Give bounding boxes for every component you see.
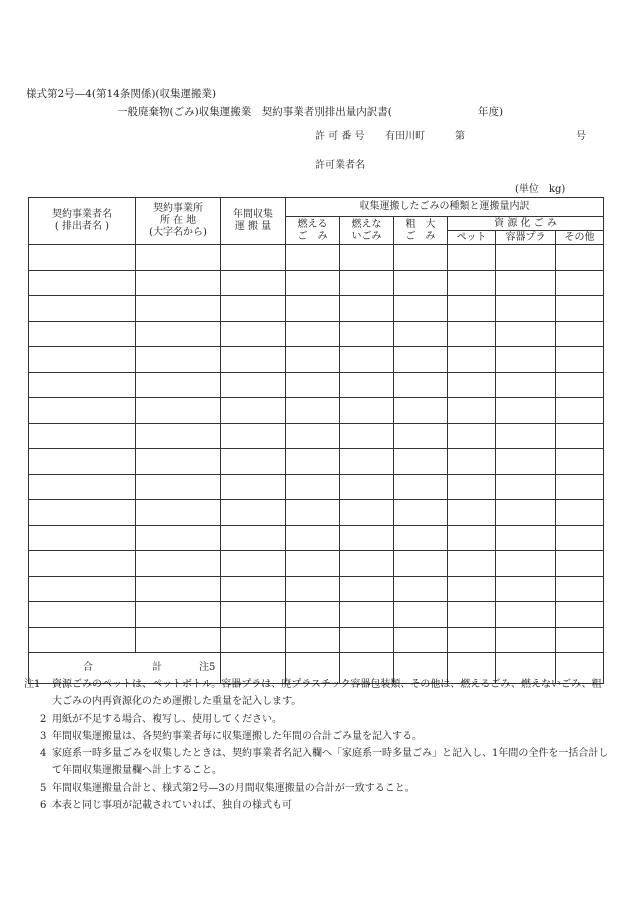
table-cell[interactable] bbox=[221, 296, 286, 322]
table-cell[interactable] bbox=[556, 551, 604, 577]
table-row bbox=[29, 296, 604, 322]
table-cell[interactable] bbox=[496, 423, 556, 449]
permit-number-prefix: 第 bbox=[455, 131, 465, 142]
note-item: 5 年間収集運搬量合計と、様式第2号—3の月間収集運搬量の合計が一致すること。 bbox=[40, 782, 415, 794]
table-row bbox=[29, 245, 604, 271]
table-cell[interactable] bbox=[29, 245, 136, 271]
table-cell[interactable] bbox=[29, 500, 136, 526]
table-cell[interactable] bbox=[286, 602, 340, 628]
table-cell[interactable] bbox=[340, 525, 394, 551]
permittee-name-label: 許可業者名 bbox=[315, 160, 365, 171]
table-cell[interactable] bbox=[29, 347, 136, 373]
table-cell[interactable] bbox=[29, 423, 136, 449]
table-cell[interactable] bbox=[286, 525, 340, 551]
table-cell[interactable] bbox=[136, 347, 221, 373]
note-item: 3 年間収集運搬量は、各契約事業者毎に収集運搬した年間の合計ごみ量を記入する。 bbox=[40, 730, 422, 742]
table-cell[interactable] bbox=[340, 372, 394, 398]
header-bulky: 粗 大 ご み bbox=[394, 217, 448, 245]
town-name: 有田川町 bbox=[385, 131, 425, 142]
table-cell[interactable] bbox=[286, 423, 340, 449]
table-cell[interactable] bbox=[340, 449, 394, 475]
table-cell[interactable] bbox=[340, 398, 394, 424]
permit-number-label: 許 可 番 号 bbox=[315, 131, 365, 142]
form-code: 様式第2号—4(第14条関係)(収集運搬業) bbox=[26, 88, 217, 100]
table-cell[interactable] bbox=[136, 372, 221, 398]
table-cell[interactable] bbox=[394, 423, 448, 449]
table-cell[interactable] bbox=[221, 525, 286, 551]
table-cell[interactable] bbox=[29, 627, 136, 653]
table-row bbox=[29, 270, 604, 296]
table-cell[interactable] bbox=[394, 449, 448, 475]
table-cell[interactable] bbox=[496, 296, 556, 322]
table-cell[interactable] bbox=[448, 245, 496, 271]
form-title: 一般廃棄物(ごみ)収集運搬業 契約事業者別排出量内訳書( bbox=[117, 106, 392, 118]
table-cell[interactable] bbox=[448, 270, 496, 296]
table-cell[interactable] bbox=[394, 602, 448, 628]
table-row bbox=[29, 372, 604, 398]
table-cell[interactable] bbox=[29, 372, 136, 398]
table-cell[interactable] bbox=[556, 474, 604, 500]
table-cell[interactable] bbox=[448, 576, 496, 602]
table-cell[interactable] bbox=[221, 245, 286, 271]
table-cell[interactable] bbox=[496, 525, 556, 551]
table-cell[interactable] bbox=[29, 449, 136, 475]
table-cell[interactable] bbox=[221, 500, 286, 526]
table-row bbox=[29, 398, 604, 424]
table-cell[interactable] bbox=[448, 474, 496, 500]
header-recycle-group: 資 源 化 ご み bbox=[448, 217, 604, 231]
table-cell[interactable] bbox=[286, 474, 340, 500]
table-cell[interactable] bbox=[448, 423, 496, 449]
table-cell[interactable] bbox=[286, 372, 340, 398]
table-cell[interactable] bbox=[136, 602, 221, 628]
table-cell[interactable] bbox=[556, 627, 604, 653]
header-burnable: 燃える ご み bbox=[286, 217, 340, 245]
table-cell[interactable] bbox=[448, 602, 496, 628]
table-cell[interactable] bbox=[221, 347, 286, 373]
table-cell[interactable] bbox=[286, 551, 340, 577]
table-cell[interactable] bbox=[394, 627, 448, 653]
header-location: 契約事業所 所 在 地 (大字名から) bbox=[136, 198, 221, 245]
note-item: 2 用紙が不足する場合、複写し、使用してください。 bbox=[40, 713, 282, 725]
table-cell[interactable] bbox=[136, 398, 221, 424]
table-cell[interactable] bbox=[29, 398, 136, 424]
table-cell[interactable] bbox=[394, 245, 448, 271]
table-cell[interactable] bbox=[556, 321, 604, 347]
table-cell[interactable] bbox=[29, 474, 136, 500]
table-cell[interactable] bbox=[556, 270, 604, 296]
table-cell[interactable] bbox=[136, 423, 221, 449]
table-cell[interactable] bbox=[394, 372, 448, 398]
table-row bbox=[29, 602, 604, 628]
table-cell[interactable] bbox=[221, 627, 286, 653]
header-contractor: 契約事業者名 ( 排出者名 ) bbox=[29, 198, 136, 245]
table-cell[interactable] bbox=[221, 576, 286, 602]
table-cell[interactable] bbox=[556, 602, 604, 628]
header-other: その他 bbox=[556, 231, 604, 245]
table-cell[interactable] bbox=[496, 474, 556, 500]
table-cell[interactable] bbox=[29, 551, 136, 577]
table-cell[interactable] bbox=[556, 423, 604, 449]
table-cell[interactable] bbox=[394, 296, 448, 322]
table-cell[interactable] bbox=[136, 449, 221, 475]
header-pet: ペット bbox=[448, 231, 496, 245]
table-cell[interactable] bbox=[136, 245, 221, 271]
table-cell[interactable] bbox=[394, 576, 448, 602]
table-cell[interactable] bbox=[448, 296, 496, 322]
total-label-a: 合 bbox=[83, 662, 93, 673]
table-cell[interactable] bbox=[394, 347, 448, 373]
table-cell[interactable] bbox=[29, 270, 136, 296]
table-cell[interactable] bbox=[221, 474, 286, 500]
note-item: 注1 資源ごみのペットは、ペットボトル。容器プラは、廃プラスチック容器包装類、その他は、燃えるごみ、燃えないごみ、粗大ごみの内再資源化のため運搬した重量を記入します。 bbox=[24, 679, 602, 708]
table-cell[interactable] bbox=[286, 627, 340, 653]
table-cell[interactable] bbox=[394, 525, 448, 551]
note-item: 6 本表と同じ事項が記載されていれば、独自の様式も可 bbox=[40, 800, 292, 812]
table-cell[interactable] bbox=[448, 321, 496, 347]
table-row bbox=[29, 576, 604, 602]
form-title-year: 年度) bbox=[478, 106, 504, 118]
table-cell[interactable] bbox=[136, 525, 221, 551]
table-cell[interactable] bbox=[496, 500, 556, 526]
header-group-title: 収集運搬したごみの種類と運搬量内訳 bbox=[286, 198, 604, 217]
table-cell[interactable] bbox=[286, 500, 340, 526]
table-cell[interactable] bbox=[448, 627, 496, 653]
table-cell[interactable] bbox=[286, 449, 340, 475]
table-cell[interactable] bbox=[286, 245, 340, 271]
table-cell[interactable] bbox=[496, 347, 556, 373]
table-cell[interactable] bbox=[340, 500, 394, 526]
table-cell[interactable] bbox=[556, 296, 604, 322]
table-cell[interactable] bbox=[394, 551, 448, 577]
table-cell[interactable] bbox=[221, 372, 286, 398]
table-body bbox=[29, 245, 604, 653]
unit-label: (単位 kg) bbox=[515, 184, 566, 195]
table-cell[interactable] bbox=[496, 245, 556, 271]
table-cell[interactable] bbox=[221, 551, 286, 577]
table-cell[interactable] bbox=[221, 449, 286, 475]
table-cell[interactable] bbox=[496, 270, 556, 296]
table-cell[interactable] bbox=[340, 270, 394, 296]
table-cell[interactable] bbox=[340, 296, 394, 322]
table-cell[interactable] bbox=[496, 602, 556, 628]
table-cell[interactable] bbox=[136, 500, 221, 526]
table-cell[interactable] bbox=[340, 321, 394, 347]
table-cell[interactable] bbox=[221, 398, 286, 424]
table-cell[interactable] bbox=[556, 398, 604, 424]
table-row bbox=[29, 321, 604, 347]
table-cell[interactable] bbox=[136, 474, 221, 500]
table-cell[interactable] bbox=[496, 627, 556, 653]
table-cell[interactable] bbox=[29, 576, 136, 602]
table-cell[interactable] bbox=[29, 296, 136, 322]
table-cell[interactable] bbox=[340, 245, 394, 271]
table-cell[interactable] bbox=[394, 321, 448, 347]
total-note-ref: 注5 bbox=[199, 662, 216, 673]
note-item: 4 家庭系一時多量ごみを収集したときは、契約事業者名記入欄へ「家庭系一時多量ごみ」と記入し、1年間の全件を一括合計して年間収集運搬量欄へ計上すること。 bbox=[40, 748, 609, 777]
table-row bbox=[29, 627, 604, 653]
table-cell[interactable] bbox=[340, 347, 394, 373]
header-plastic: 容器プラ bbox=[496, 231, 556, 245]
table-cell[interactable] bbox=[496, 551, 556, 577]
table-cell[interactable] bbox=[136, 321, 221, 347]
table-cell[interactable] bbox=[286, 347, 340, 373]
table-row bbox=[29, 423, 604, 449]
table-cell[interactable] bbox=[556, 525, 604, 551]
table-cell[interactable] bbox=[448, 347, 496, 373]
table-cell[interactable] bbox=[496, 372, 556, 398]
table-cell[interactable] bbox=[448, 551, 496, 577]
table-cell[interactable] bbox=[286, 576, 340, 602]
table-row bbox=[29, 525, 604, 551]
table-cell[interactable] bbox=[340, 602, 394, 628]
table-cell[interactable] bbox=[136, 627, 221, 653]
header-annual-amount: 年間収集 運 搬 量 bbox=[221, 198, 286, 245]
table-cell[interactable] bbox=[448, 449, 496, 475]
permit-number-suffix: 号 bbox=[576, 131, 586, 142]
table-cell[interactable] bbox=[136, 551, 221, 577]
table-cell[interactable] bbox=[29, 602, 136, 628]
table-cell[interactable] bbox=[556, 576, 604, 602]
table-cell[interactable] bbox=[29, 525, 136, 551]
table-cell[interactable] bbox=[556, 245, 604, 271]
waste-breakdown-table bbox=[28, 197, 604, 684]
table-cell[interactable] bbox=[448, 372, 496, 398]
table-row bbox=[29, 500, 604, 526]
header-nonburnable: 燃えな いごみ bbox=[340, 217, 394, 245]
table-row bbox=[29, 347, 604, 373]
table-row bbox=[29, 449, 604, 475]
table-cell[interactable] bbox=[286, 270, 340, 296]
table-cell[interactable] bbox=[394, 270, 448, 296]
table-cell[interactable] bbox=[221, 602, 286, 628]
table-cell[interactable] bbox=[556, 372, 604, 398]
table-cell[interactable] bbox=[448, 525, 496, 551]
table-cell[interactable] bbox=[448, 398, 496, 424]
table-cell[interactable] bbox=[221, 270, 286, 296]
table-cell[interactable] bbox=[394, 500, 448, 526]
table-row bbox=[29, 474, 604, 500]
table-cell[interactable] bbox=[496, 576, 556, 602]
table-cell[interactable] bbox=[556, 347, 604, 373]
table-cell[interactable] bbox=[394, 398, 448, 424]
table-cell[interactable] bbox=[286, 321, 340, 347]
table-cell[interactable] bbox=[286, 398, 340, 424]
table-cell[interactable] bbox=[340, 576, 394, 602]
table-cell[interactable] bbox=[29, 321, 136, 347]
table-cell[interactable] bbox=[496, 449, 556, 475]
table-cell[interactable] bbox=[340, 423, 394, 449]
table-cell[interactable] bbox=[448, 500, 496, 526]
table-cell[interactable] bbox=[496, 398, 556, 424]
table-row bbox=[29, 551, 604, 577]
table-cell[interactable] bbox=[556, 449, 604, 475]
total-label-b: 計 bbox=[152, 662, 162, 673]
table-cell[interactable] bbox=[340, 627, 394, 653]
table-cell[interactable] bbox=[340, 551, 394, 577]
table-cell[interactable] bbox=[394, 474, 448, 500]
table-cell[interactable] bbox=[136, 270, 221, 296]
table-cell[interactable] bbox=[136, 296, 221, 322]
table-cell[interactable] bbox=[221, 423, 286, 449]
table-cell[interactable] bbox=[286, 296, 340, 322]
table-cell[interactable] bbox=[136, 576, 221, 602]
table-cell[interactable] bbox=[221, 321, 286, 347]
table-cell[interactable] bbox=[496, 321, 556, 347]
table-cell[interactable] bbox=[340, 474, 394, 500]
table-cell[interactable] bbox=[556, 500, 604, 526]
notes-section bbox=[24, 676, 610, 814]
